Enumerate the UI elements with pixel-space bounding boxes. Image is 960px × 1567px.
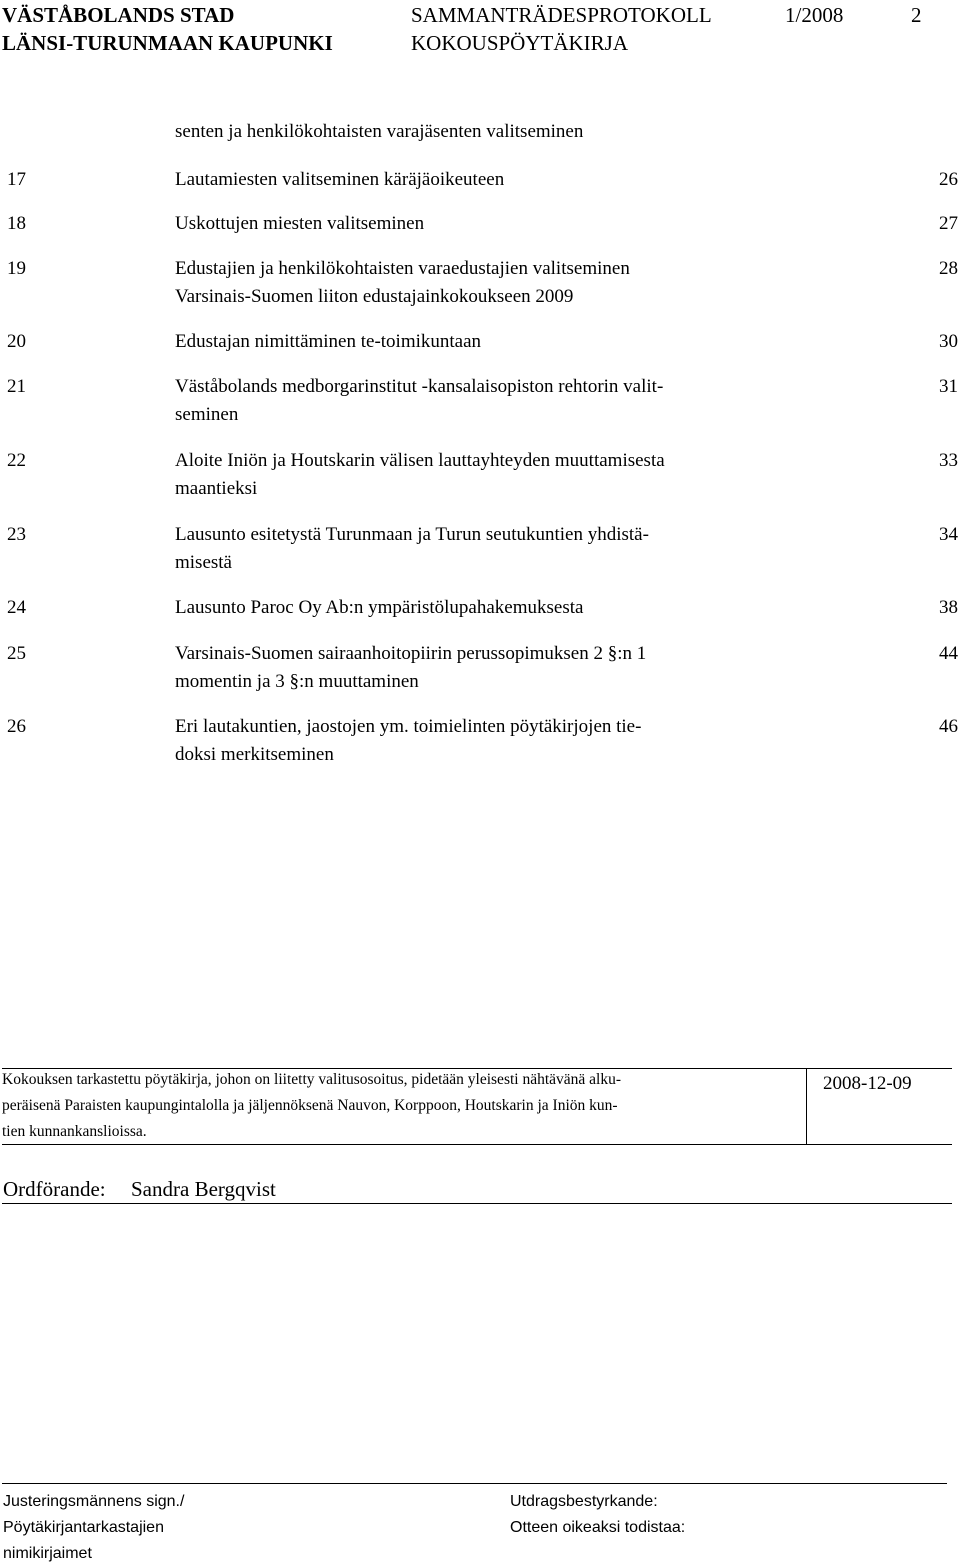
- meeting-number: 1/2008: [785, 3, 844, 27]
- notice-bottom-rule: [2, 1144, 952, 1145]
- toc-item-title-line: Väståbolands medborgarinstitut -kansalaisopiston rehtorin valit-: [175, 376, 664, 397]
- chair-rule: [2, 1203, 952, 1204]
- footer-left-line-3: nimikirjaimet: [3, 1545, 92, 1562]
- toc-item-title-line: misestä: [175, 552, 232, 573]
- org-name-fi: LÄNSI-TURUNMAAN KAUPUNKI: [2, 31, 333, 55]
- toc-item-page: 44: [939, 643, 958, 664]
- notice-date: 2008-12-09: [823, 1073, 912, 1094]
- toc-item-title-line: Lausunto Paroc Oy Ab:n ympäristölupahakemuksesta: [175, 597, 584, 618]
- toc-item-page: 33: [939, 450, 958, 471]
- footer-left-line-1: Justeringsmännens sign./: [3, 1493, 185, 1510]
- toc-item-title-line: Edustajan nimittäminen te-toimikuntaan: [175, 331, 482, 352]
- toc-item-page: 46: [939, 716, 958, 737]
- toc-item-number: 22: [7, 450, 26, 471]
- toc-item-number: 26: [7, 716, 26, 737]
- page-number: 2: [911, 3, 922, 27]
- toc-item-page: 26: [939, 169, 958, 190]
- toc-item-title-line: seminen: [175, 404, 239, 425]
- toc-item-page: 28: [939, 258, 958, 279]
- toc-continuation: senten ja henkilökohtaisten varajäsenten valitseminen: [175, 121, 584, 142]
- notice-divider: [806, 1068, 807, 1144]
- toc-item-title-line: Varsinais-Suomen sairaanhoitopiirin perussopimuksen 2 §:n 1: [175, 643, 647, 664]
- toc-item-number: 19: [7, 258, 26, 279]
- doc-type-sv: SAMMANTRÄDESPROTOKOLL: [411, 3, 712, 27]
- toc-item-title-line: Aloite Iniön ja Houtskarin välisen lauttayhteyden muuttamisesta: [175, 450, 665, 471]
- toc-item-title-line: Uskottujen miesten valitseminen: [175, 213, 425, 234]
- toc-item-page: 31: [939, 376, 958, 397]
- toc-item-title-line: doksi merkitseminen: [175, 744, 334, 765]
- chair-label: Ordförande:: [3, 1177, 106, 1201]
- toc-item-title-line: Eri lautakuntien, jaostojen ym. toimielinten pöytäkirjojen tie-: [175, 716, 642, 737]
- toc-item-number: 17: [7, 169, 26, 190]
- toc-item-number: 18: [7, 213, 26, 234]
- toc-item-page: 27: [939, 213, 958, 234]
- toc-item-title-line: Varsinais-Suomen liiton edustajainkokoukseen 2009: [175, 286, 574, 307]
- toc-item-title-line: momentin ja 3 §:n muuttaminen: [175, 671, 419, 692]
- toc-item-number: 21: [7, 376, 26, 397]
- toc-item-title-line: Lautamiesten valitseminen käräjäoikeuteen: [175, 169, 505, 190]
- chair-name: Sandra Bergqvist: [131, 1177, 276, 1201]
- toc-item-page: 38: [939, 597, 958, 618]
- notice-line-3: tien kunnankanslioissa.: [2, 1123, 147, 1140]
- org-name-sv: VÄSTÅBOLANDS STAD: [2, 3, 235, 27]
- toc-item-title-line: Lausunto esitetystä Turunmaan ja Turun seutukuntien yhdistä-: [175, 524, 649, 545]
- toc-item-number: 23: [7, 524, 26, 545]
- footer-left-line-2: Pöytäkirjantarkastajien: [3, 1519, 164, 1536]
- toc-item-number: 25: [7, 643, 26, 664]
- doc-type-fi: KOKOUSPÖYTÄKIRJA: [411, 31, 629, 55]
- footer-rule: [2, 1483, 947, 1484]
- toc-item-page: 34: [939, 524, 958, 545]
- toc-item-title-line: Edustajien ja henkilökohtaisten varaedustajien valitseminen: [175, 258, 630, 279]
- notice-line-2: peräisenä Paraisten kaupungintalolla ja jäljennöksenä Nauvon, Korppoon, Houtskarin ja Iniön kun-: [2, 1097, 618, 1114]
- toc-item-page: 30: [939, 331, 958, 352]
- footer-right-line-2: Otteen oikeaksi todistaa:: [510, 1519, 686, 1536]
- toc-item-title-line: maantieksi: [175, 478, 258, 499]
- toc-item-number: 20: [7, 331, 26, 352]
- notice-line-1: Kokouksen tarkastettu pöytäkirja, johon on liitetty valitusosoitus, pidetään yleisesti nähtävänä alku-: [2, 1071, 622, 1088]
- footer-right-line-1: Utdragsbestyrkande:: [510, 1493, 658, 1510]
- toc-item-number: 24: [7, 597, 26, 618]
